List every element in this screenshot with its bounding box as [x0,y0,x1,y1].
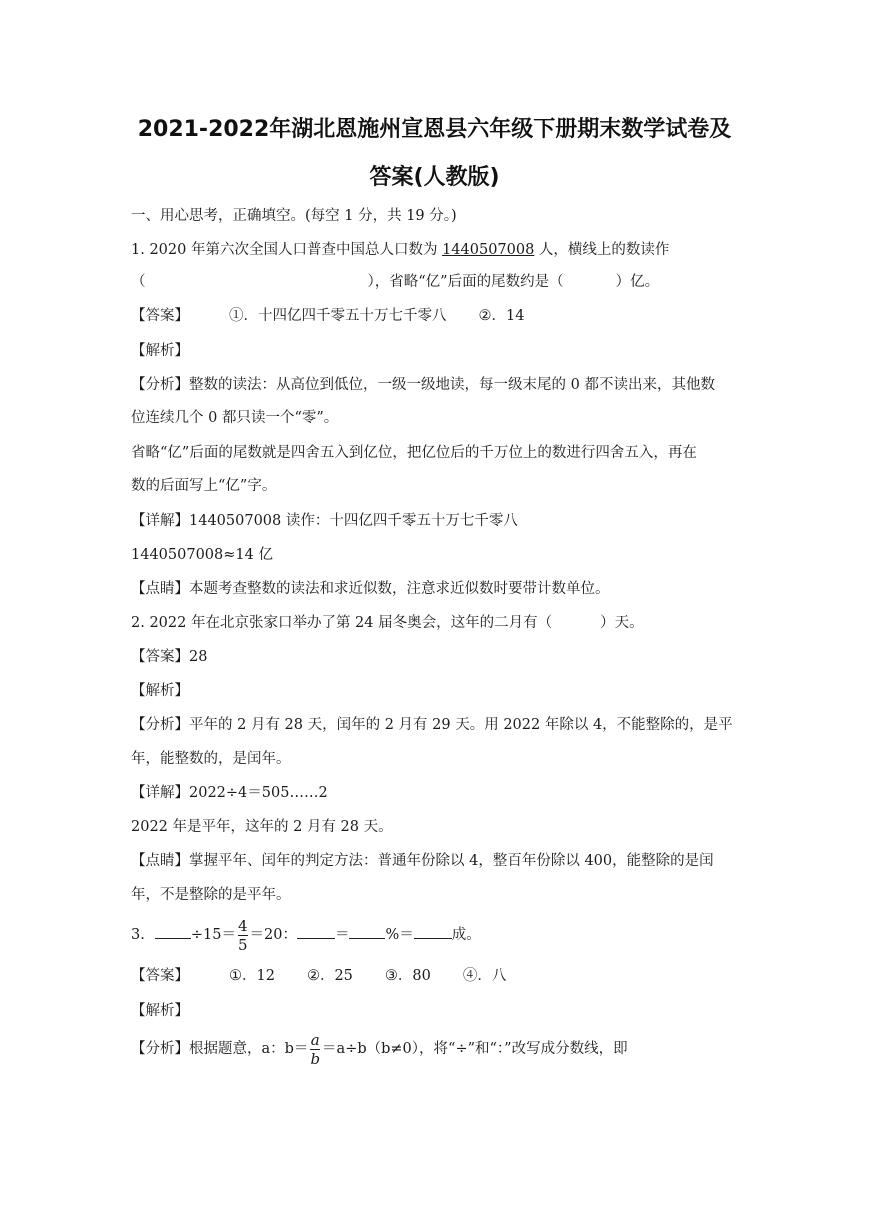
q2-stem-pre: 2. 2022 年在北京张家口举办了第 24 届冬奥会，这年的二月有（ [131,615,553,631]
q3-analysis-tag: 【解析】 [131,1003,189,1019]
q1-answer-2: ②．14 [478,308,525,324]
q3-answer-1: ①．12 [229,968,275,984]
q1-analysis-tag: 【解析】 [131,343,189,359]
q3-answer-4: ④．八 [462,968,507,984]
xiangjie-tag: 【详解】 [131,785,189,801]
dianjing-tag: 【点睛】 [131,853,189,869]
q2-stem [131,613,644,633]
q2-dianjing-1 [131,851,714,871]
dianjing-tag: 【点睛】 [131,581,189,597]
document-title-line-2: 答案(人教版) [369,165,500,190]
q3-number: 3. [131,927,145,943]
q1-stem [131,240,669,260]
q3-fenxi-pre: 根据题意，a：b＝ [189,1041,309,1057]
q1-open-paren: （ [131,274,146,290]
q2-xiangjie-text-1: 2022÷4＝505……2 [189,785,328,801]
q3-fraction [238,918,248,953]
q3-fenxi-fraction-numerator: a [310,1030,320,1049]
q1-xiangjie-1 [131,511,518,531]
q1-fenxi-text-1: 整数的读法：从高位到低位，一级一级地读，每一级末尾的 0 都不读出来，其他数 [189,377,715,393]
q3-eq: ＝ [334,927,350,943]
q3-fraction-denominator: 5 [237,935,248,954]
q3-fraction-numerator: 4 [237,916,248,935]
q2-xiangjie-2: 2022 年是平年，这年的 2 月有 28 天。 [131,819,393,835]
q1-xiangjie-2: 1440507008≈14 亿 [131,547,273,563]
q1-stem-pre: 1. 2020 年第六次全国人口普查中国总人口数为 [131,242,443,258]
answer-tag: 【答案】 [131,968,189,984]
q3-blank-3 [349,924,385,939]
q3-blank-1 [155,924,191,939]
q2-xiangjie-1 [131,783,328,803]
q1-end-text: ）亿。 [615,274,660,290]
q1-blanks-line [131,272,659,292]
q2-dianjing-text-1: 掌握平年、闰年的判定方法：普通年份除以 4，整百年份除以 400，能整除的是闰 [189,853,714,869]
q1-fenxi-3: 省略“亿”后面的尾数就是四舍五入到亿位，把亿位后的千万位上的数进行四舍五入，再在 [131,445,697,461]
q1-underlined-number: 1440507008 [442,242,535,258]
q1-answer [131,306,524,326]
q1-dianjing-text: 本题考查整数的读法和求近似数，注意求近似数时要带计数单位。 [189,581,610,597]
fenxi-tag: 【分析】 [131,1041,189,1057]
q2-fenxi-1 [131,715,733,735]
q3-fenxi-fraction-denominator: b [310,1049,321,1068]
q3-answer [131,966,506,986]
q3-fenxi [131,1026,628,1072]
q1-dianjing [131,579,610,599]
q2-analysis-tag: 【解析】 [131,683,189,699]
answer-tag: 【答案】 [131,308,189,324]
q3-blank-2 [297,924,335,939]
q3-fenxi-fraction [310,1032,320,1067]
q1-xiangjie-text-1: 1440507008 读作：十四亿四千零五十万七千零八 [189,513,518,529]
fenxi-tag: 【分析】 [131,377,189,393]
q1-fenxi-1 [131,375,715,395]
q3-fenxi-post: ＝a÷b（b≠0），将“÷”和“：”改写成分数线，即 [322,1041,628,1057]
q1-stem-post: 人，横线上的数读作 [534,242,670,258]
q2-answer [131,647,207,667]
q3-eq20: ＝20： [249,927,297,943]
section-heading: 一、用心思考，正确填空。(每空 1 分，共 19 分。) [131,208,457,224]
q3-answer-3: ③．80 [384,968,431,984]
q1-mid-text: ），省略“亿”后面的尾数约是（ [367,274,564,290]
q2-answer-value: 28 [189,649,208,665]
q2-fenxi-2: 年，能整数的，是闰年。 [131,751,291,767]
q3-cheng: 成。 [451,927,481,943]
q3-div15: ÷15＝ [190,927,236,943]
q3-answer-2: ②．25 [306,968,353,984]
document-title-line-1: 2021-2022年湖北恩施州宣恩县六年级下册期末数学试卷及 [137,117,732,142]
q3-pct: %＝ [385,927,414,943]
q2-stem-post: ）天。 [600,615,644,631]
q1-fenxi-4: 数的后面写上“亿”字。 [131,478,277,494]
q3-stem [131,912,481,958]
xiangjie-tag: 【详解】 [131,513,189,529]
q2-dianjing-2: 年，不是整除的是平年。 [131,887,291,903]
answer-tag: 【答案】 [131,649,189,665]
q3-blank-4 [414,924,452,939]
fenxi-tag: 【分析】 [131,717,189,733]
q1-fenxi-2: 位连续几个 0 都只读一个“零”。 [131,410,339,426]
q1-answer-1: ①．十四亿四千零五十万七千零八 [229,308,447,324]
q2-fenxi-text-1: 平年的 2 月有 28 天，闰年的 2 月有 29 天。用 2022 年除以 4，不能整除的，是平 [189,717,733,733]
